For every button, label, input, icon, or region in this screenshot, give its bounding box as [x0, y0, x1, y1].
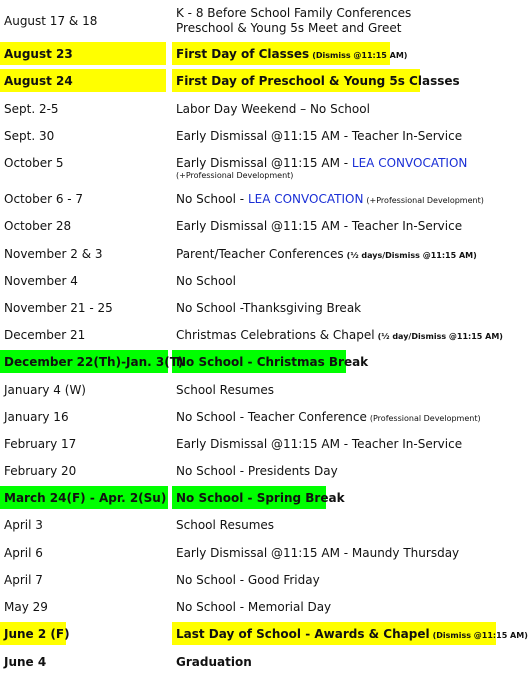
calendar-row [0, 240, 500, 267]
row-event-text: Christmas Celebrations & Chapel [176, 327, 375, 342]
calendar-row [0, 403, 500, 430]
row-date: April 6 [4, 545, 43, 560]
row-date: August 17 & 18 [4, 14, 98, 28]
row-date: April 3 [4, 517, 43, 532]
row-date: November 21 - 25 [4, 300, 113, 315]
row-date: August 24 [4, 73, 73, 88]
row-event [176, 410, 481, 424]
row-event: No School -Thanksgiving Break [176, 300, 362, 315]
row-event-note: (Dismiss @11:15 AM) [312, 50, 408, 60]
row-event [176, 627, 528, 641]
calendar-row [0, 212, 500, 239]
calendar-row [0, 294, 500, 321]
calendar-row [0, 150, 500, 180]
row-event-text: No School - Teacher Conference [176, 409, 367, 424]
row-event: First Day of Preschool & Young 5s Classes [176, 73, 460, 88]
row-event: No School [176, 273, 236, 288]
row-event [176, 156, 467, 181]
row-date: Sept. 30 [4, 128, 55, 143]
calendar-row [0, 430, 500, 457]
calendar-row [0, 566, 500, 593]
row-date: February 20 [4, 463, 77, 478]
calendar-row [0, 2, 500, 38]
calendar-row [0, 539, 500, 566]
row-date: April 7 [4, 572, 43, 587]
row-event-subnote: (+Professional Development) [176, 171, 294, 180]
calendar-row [0, 457, 500, 484]
row-event-line2: Preschool & Young 5s Meet and Greet [176, 21, 402, 35]
row-date: Sept. 2-5 [4, 101, 59, 116]
row-date: June 2 (F) [4, 626, 70, 641]
calendar-row [0, 67, 500, 94]
calendar-row [0, 267, 500, 294]
lea-convocation-text: LEA CONVOCATION [351, 156, 468, 170]
row-event [176, 6, 411, 36]
row-date: October 5 [4, 156, 64, 170]
row-event: No School - Spring Break [176, 490, 345, 505]
row-event: No School - Presidents Day [176, 463, 338, 478]
row-event: Graduation [176, 654, 252, 669]
row-date: December 22(Th)-Jan. 3(T) [4, 354, 184, 369]
row-date: November 4 [4, 273, 78, 288]
row-date: October 28 [4, 218, 72, 233]
row-event [176, 192, 484, 206]
row-event: No School - Memorial Day [176, 599, 332, 614]
row-date: May 29 [4, 599, 48, 614]
row-event: Early Dismissal @11:15 AM - Maundy Thursday [176, 545, 460, 560]
row-event [176, 47, 407, 61]
calendar-row [0, 593, 500, 620]
row-event: School Resumes [176, 382, 275, 397]
calendar-row [0, 511, 500, 538]
row-date: August 23 [4, 46, 73, 61]
row-event-text: Early Dismissal @11:15 AM - [176, 156, 352, 170]
row-event-text: First Day of Classes [176, 46, 310, 61]
calendar-row [0, 321, 503, 348]
row-event-note: (Professional Development) [369, 413, 481, 423]
calendar-row [0, 620, 528, 647]
row-event-text: No School - [176, 191, 248, 206]
row-event: Early Dismissal @11:15 AM - Teacher In-Service [176, 128, 463, 143]
row-event-note: (½ days/Dismiss @11:15 AM) [346, 250, 477, 260]
calendar-row [0, 376, 500, 403]
row-date: October 6 - 7 [4, 191, 84, 206]
row-date: February 17 [4, 436, 77, 451]
row-event: Labor Day Weekend – No School [176, 101, 370, 116]
calendar-row [0, 185, 500, 212]
row-date: January 4 (W) [4, 382, 86, 397]
calendar-row [0, 40, 500, 67]
row-date: March 24(F) - Apr. 2(Su) [4, 490, 167, 505]
row-event-text: Last Day of School - Awards & Chapel [176, 626, 430, 641]
row-event: No School - Christmas Break [176, 354, 369, 369]
row-event-note: (+Professional Development) [366, 195, 484, 205]
calendar-row [0, 122, 500, 149]
row-event: Early Dismissal @11:15 AM - Teacher In-Service [176, 218, 463, 233]
row-event-line1: K - 8 Before School Family Conferences [176, 6, 412, 20]
row-date: November 2 & 3 [4, 246, 103, 261]
row-date: January 16 [4, 409, 69, 424]
row-event: No School - Good Friday [176, 572, 320, 587]
calendar-row [0, 95, 500, 122]
row-event: Early Dismissal @11:15 AM - Teacher In-Service [176, 436, 463, 451]
row-date: December 21 [4, 327, 86, 342]
calendar-row [0, 348, 500, 375]
row-event-note: (Dismiss @11:15 AM) [432, 630, 528, 640]
row-event [176, 328, 503, 342]
row-date: June 4 [4, 654, 47, 669]
row-event: School Resumes [176, 517, 275, 532]
calendar-row [0, 648, 500, 675]
row-event-note: (½ day/Dismiss @11:15 AM) [377, 331, 503, 341]
calendar-row [0, 484, 500, 511]
lea-convocation-text: LEA CONVOCATION [247, 191, 364, 206]
row-event [176, 247, 477, 261]
row-event-text: Parent/Teacher Conferences [176, 246, 344, 261]
